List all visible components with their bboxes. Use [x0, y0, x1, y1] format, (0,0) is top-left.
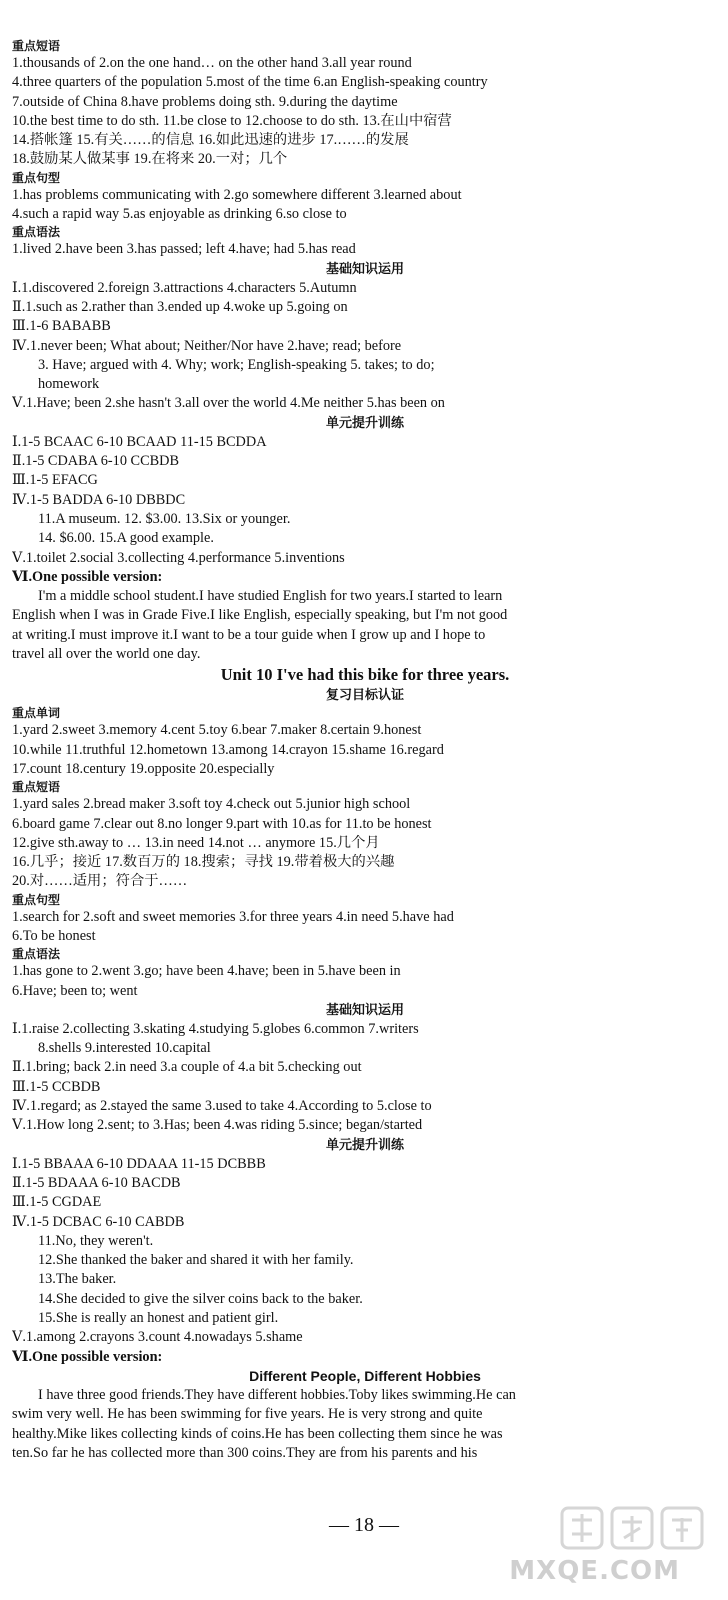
- section-heading: 基础知识运用: [325, 1002, 404, 1018]
- answer-line: 20.对……适用；符合于……: [12, 873, 188, 890]
- answer-line: 11.A museum. 12. $3.00. 13.Six or younger.: [38, 510, 291, 527]
- answer-line: Ⅰ.1-5 BBAAA 6-10 DDAAA 11-15 DCBBB: [12, 1155, 266, 1172]
- answer-line: 1.yard sales 2.bread maker 3.soft toy 4.check out 5.junior high school: [12, 796, 411, 813]
- answer-line: Ⅲ.1-5 CGDAE: [12, 1194, 102, 1211]
- answer-line: Ⅵ.One possible version:: [12, 1348, 163, 1365]
- answer-line: Ⅲ.1-6 BABABB: [12, 318, 111, 335]
- answer-line: Ⅰ.1.raise 2.collecting 3.skating 4.studying 5.globes 6.common 7.writers: [12, 1020, 419, 1037]
- answer-line: Ⅲ.1-5 EFACG: [12, 472, 98, 489]
- answer-line: 7.outside of China 8.have problems doing sth. 9.during the daytime: [12, 93, 398, 110]
- answer-line: Ⅱ.1-5 BDAAA 6-10 BACDB: [12, 1174, 181, 1191]
- answer-line: travel all over the world one day.: [12, 646, 201, 663]
- answer-line: 12.She thanked the baker and shared it with her family.: [38, 1252, 354, 1269]
- answer-line: 14. $6.00. 15.A good example.: [38, 530, 214, 547]
- answer-line: Ⅴ.1.How long 2.sent; to 3.Has; been 4.was riding 5.since; began/started: [12, 1117, 423, 1134]
- answer-line: I'm a middle school student.I have studied English for two years.I started to learn: [38, 588, 503, 605]
- answer-line: 1.has problems communicating with 2.go somewhere different 3.learned about: [12, 186, 462, 203]
- answer-line: 1.thousands of 2.on the one hand… on the other hand 3.all year round: [12, 55, 412, 71]
- answer-line: Ⅳ.1-5 BADDA 6-10 DBBDC: [12, 491, 186, 508]
- section-heading: 复习目标认证: [325, 688, 404, 704]
- answer-line: 15.She is really an honest and patient girl.: [38, 1310, 279, 1327]
- section-heading: 单元提升训练: [325, 415, 404, 431]
- answer-line: 4.three quarters of the population 5.most of the time 6.an English-speaking country: [12, 74, 488, 91]
- section-heading: 基础知识运用: [325, 261, 404, 277]
- section-heading: 重点句型: [12, 892, 61, 907]
- section-heading: 重点句型: [12, 170, 61, 185]
- answer-line: Ⅳ.1.never been; What about; Neither/Nor have 2.have; read; before: [12, 337, 402, 354]
- answer-line: Ⅱ.1.such as 2.rather than 3.ended up 4.woke up 5.going on: [12, 298, 348, 315]
- answer-line: 1.has gone to 2.went 3.go; have been 4.have; been in 5.have been in: [12, 963, 401, 980]
- answer-line: 14.搭帐篷 15.有关……的信息 16.如此迅速的进步 17.……的发展: [12, 132, 409, 149]
- answer-line: Ⅱ.1.bring; back 2.in need 3.a couple of 4.a bit 5.checking out: [12, 1059, 362, 1076]
- answer-line: 6.board game 7.clear out 8.no longer 9.part with 10.as for 11.to be honest: [12, 815, 432, 832]
- section-heading: Different People, Different Hobbies: [249, 1367, 481, 1384]
- answer-line: at writing.I must improve it.I want to be a tour guide when I grow up and I hope to: [12, 626, 486, 643]
- answer-line: swim very well. He has been swimming for five years. He is very strong and quite: [12, 1406, 483, 1423]
- answer-line: 8.shells 9.interested 10.capital: [38, 1040, 211, 1057]
- answer-line: 6.To be honest: [12, 927, 96, 944]
- answer-line: 1.search for 2.soft and sweet memories 3.for three years 4.in need 5.have had: [12, 908, 454, 925]
- answer-line: 12.give sth.away to … 13.in need 14.not … anymore 15.几个月: [12, 834, 380, 851]
- answer-line: 1.yard 2.sweet 3.memory 4.cent 5.toy 6.bear 7.maker 8.certain 9.honest: [12, 722, 422, 739]
- section-heading: 重点短语: [12, 780, 61, 795]
- answer-line: 17.count 18.century 19.opposite 20.especially: [12, 760, 275, 777]
- section-heading: Unit 10 I've had this bike for three years.: [220, 665, 510, 685]
- answer-line: 18.鼓励某人做某事 19.在将来 20.一对；几个: [12, 151, 288, 168]
- answer-line: healthy.Mike likes collecting kinds of coins.He has been collecting them since he was: [12, 1425, 503, 1442]
- watermark-text: MXQE.COM: [509, 1556, 680, 1586]
- answer-line: 14.She decided to give the silver coins back to the baker.: [38, 1290, 363, 1307]
- answer-line: 16.几乎；接近 17.数百万的 18.搜索；寻找 19.带着极大的兴趣: [12, 854, 395, 871]
- answer-line: homework: [38, 376, 100, 393]
- answer-line: I have three good friends.They have different hobbies.Toby likes swimming.He can: [38, 1386, 516, 1403]
- section-heading: 单元提升训练: [325, 1137, 404, 1153]
- answer-line: Ⅴ.1.toilet 2.social 3.collecting 4.performance 5.inventions: [12, 549, 345, 566]
- section-heading: 重点短语: [12, 39, 61, 53]
- answer-line: Ⅴ.1.Have; been 2.she hasn't 3.all over the world 4.Me neither 5.has been on: [12, 395, 445, 412]
- answer-line: 10.the best time to do sth. 11.be close to 12.choose to do sth. 13.在山中宿营: [12, 112, 452, 129]
- section-heading: 重点单词: [12, 706, 61, 721]
- answer-line: Ⅰ.1-5 BCAAC 6-10 BCAAD 11-15 BCDDA: [12, 433, 267, 450]
- page-number: — 18 —: [329, 1514, 399, 1536]
- answer-line: Ⅲ.1-5 CCBDB: [12, 1078, 101, 1095]
- answer-page: [12, 38, 718, 1463]
- answer-line: ten.So far he has collected more than 300 coins.They are from his parents and his: [12, 1444, 478, 1461]
- answer-line: 13.The baker.: [38, 1271, 117, 1288]
- answer-line: 4.such a rapid way 5.as enjoyable as drinking 6.so close to: [12, 206, 347, 223]
- answer-line: English when I was in Grade Five.I like English, especially speaking, but I'm not good: [12, 607, 508, 624]
- section-heading: 重点语法: [12, 225, 61, 240]
- answer-line: 6.Have; been to; went: [12, 982, 138, 999]
- answer-line: Ⅳ.1.regard; as 2.stayed the same 3.used to take 4.According to 5.close to: [12, 1098, 432, 1115]
- answer-line: 1.lived 2.have been 3.has passed; left 4.have; had 5.has read: [12, 241, 356, 258]
- answer-line: Ⅱ.1-5 CDABA 6-10 CCBDB: [12, 453, 180, 470]
- answer-line: Ⅵ.One possible version:: [12, 568, 163, 585]
- answer-line: Ⅳ.1-5 DCBAC 6-10 CABDB: [12, 1213, 185, 1230]
- answer-line: 3. Have; argued with 4. Why; work; English-speaking 5. takes; to do;: [38, 356, 435, 373]
- watermark-logo: [509, 1500, 718, 1592]
- answer-line: 10.while 11.truthful 12.hometown 13.among 14.crayon 15.shame 16.regard: [12, 741, 444, 758]
- section-heading: 重点语法: [12, 947, 61, 962]
- answer-line: 11.No, they weren't.: [38, 1232, 154, 1249]
- answer-line: Ⅴ.1.among 2.crayons 3.count 4.nowadays 5.shame: [12, 1329, 303, 1346]
- answer-line: Ⅰ.1.discovered 2.foreign 3.attractions 4.characters 5.Autumn: [12, 279, 357, 296]
